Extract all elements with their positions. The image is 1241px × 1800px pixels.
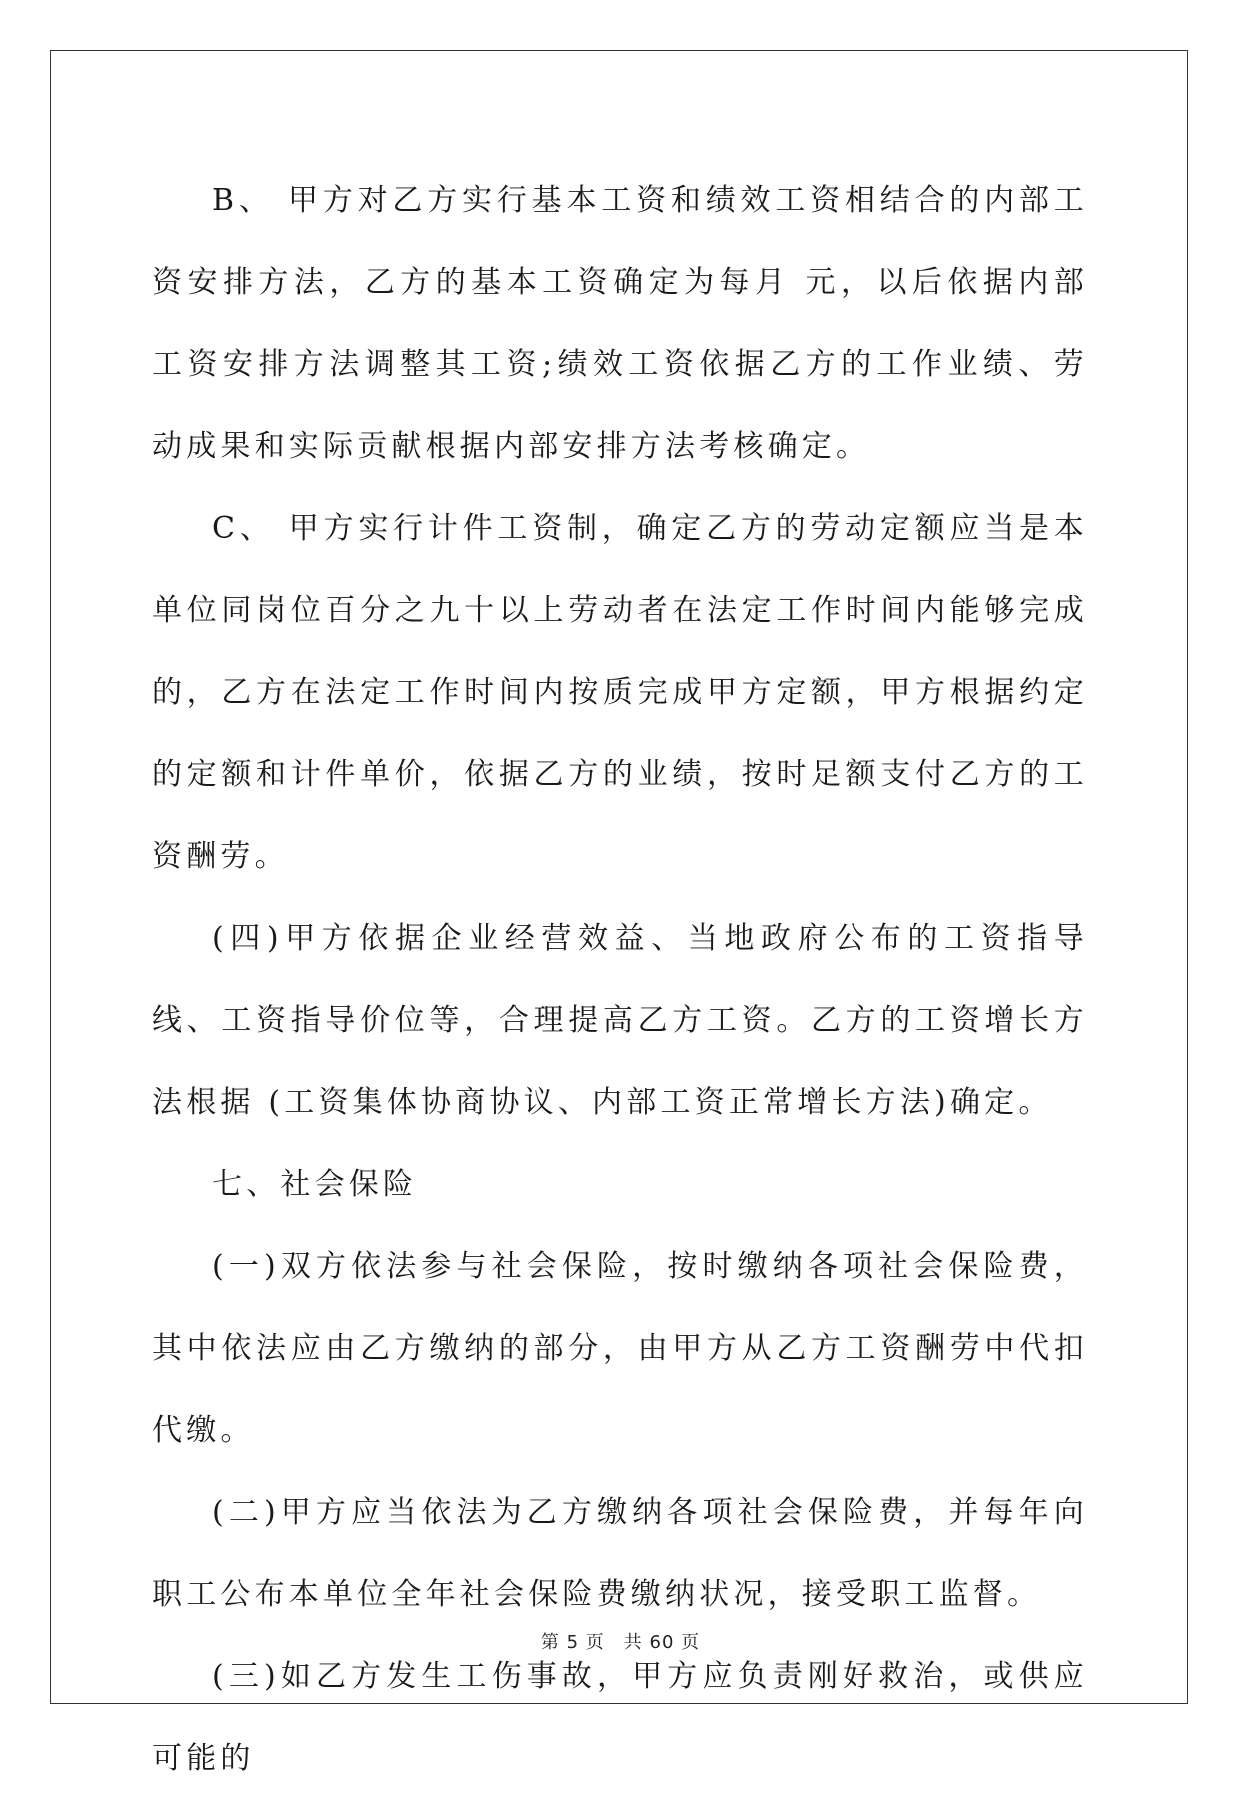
paragraph-wage-option-c: C、 甲方实行计件工资制，确定乙方的劳动定额应当是本单位同岗位百分之九十以上劳动者在法定工作时间内能够完成的，乙方在法定工作时间内按质完成甲方定额，甲方根据约定的定额和计件单价，依据乙方的业绩，按时足额支付乙方的工资酬劳。 xyxy=(152,511,1088,874)
paragraph-wage-increase: (四)甲方依据企业经营效益、当地政府公布的工资指导线、工资指导价位等，合理提高乙方工资。乙方的工资增长方法根据 (工资集体协商协议、内部工资正常增长方法)确定。 xyxy=(152,921,1088,1120)
page-number-footer: 第 5 页 共 60 页 xyxy=(540,1632,701,1653)
paragraph-insurance-3: (三)如乙方发生工伤事故，甲方应负责刚好救治，或供应可能的 xyxy=(152,1659,1088,1776)
document-body xyxy=(152,160,1088,1800)
paragraph-wage-option-b: B、 甲方对乙方实行基本工资和绩效工资相结合的内部工资安排方法，乙方的基本工资确定为每月 元，以后依据内部工资安排方法调整其工资;绩效工资依据乙方的工作业绩、劳动成果和实际贡献根据内部安排方法考核确定。 xyxy=(152,183,1088,464)
paragraph-insurance-1: (一)双方依法参与社会保险，按时缴纳各项社会保险费，其中依法应由乙方缴纳的部分，由甲方从乙方工资酬劳中代扣代缴。 xyxy=(152,1249,1088,1448)
paragraph-insurance-2: (二)甲方应当依法为乙方缴纳各项社会保险费，并每年向职工公布本单位全年社会保险费缴纳状况，接受职工监督。 xyxy=(152,1495,1088,1612)
section-heading-social-insurance: 七、社会保险 xyxy=(212,1167,418,1202)
